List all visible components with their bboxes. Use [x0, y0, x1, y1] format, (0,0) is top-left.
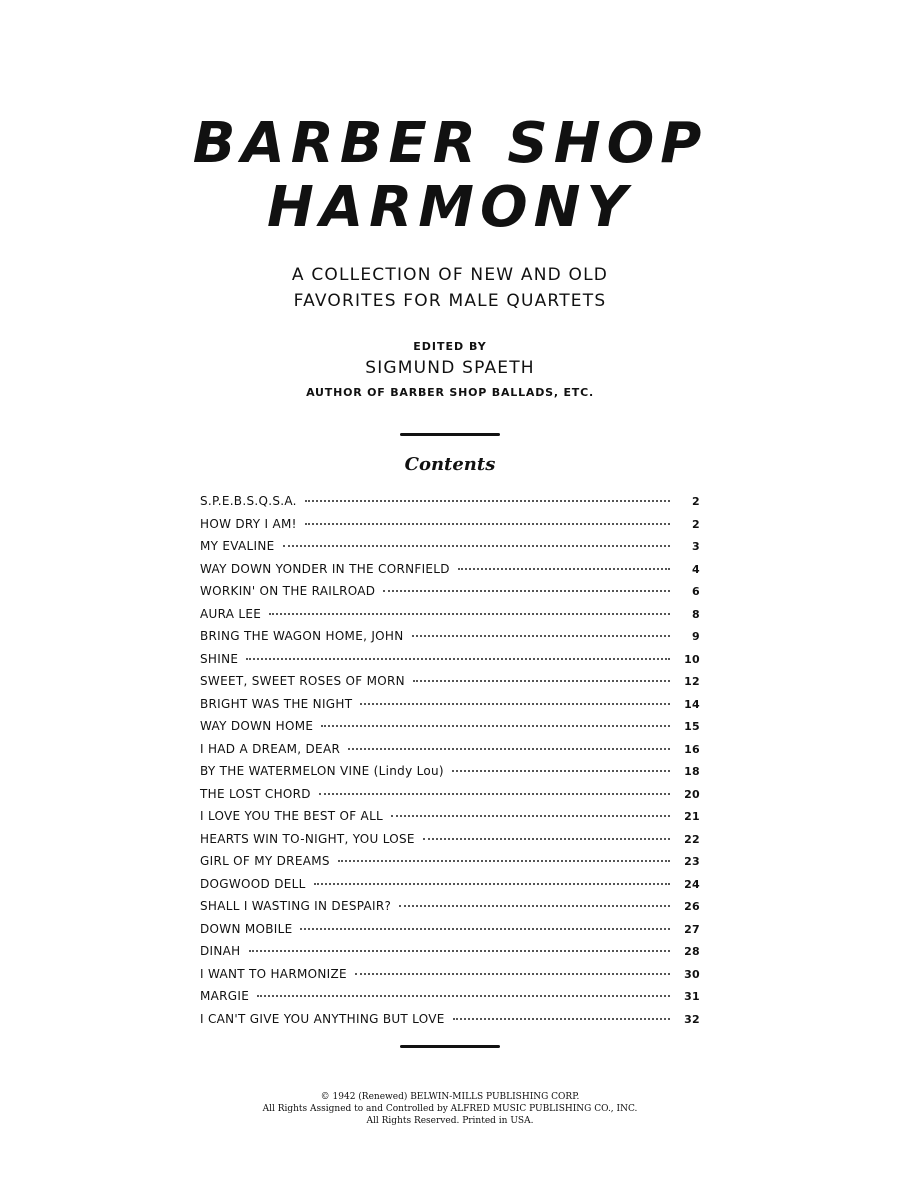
toc-entry — [200, 764, 700, 787]
toc-leader-dots — [412, 635, 670, 637]
toc-entry-title: SHALL I WASTING IN DESPAIR? — [200, 899, 392, 913]
copyright-line-1: © 1942 (Renewed) BELWIN-MILLS PUBLISHING CORP. — [320, 1092, 580, 1102]
toc-entry-page: 2 — [692, 495, 700, 508]
toc-leader-dots — [391, 815, 670, 817]
copyright-line-2: All Rights Assigned to and Controlled by ALFRED MUSIC PUBLISHING CO., INC. — [262, 1104, 638, 1114]
main-title-line-1: BARBER SHOP — [192, 111, 708, 176]
toc-leader-dots — [348, 748, 670, 750]
toc-entry-page: 3 — [692, 540, 700, 553]
toc-entry — [200, 719, 700, 742]
toc-leader-dots — [321, 725, 670, 727]
contents-heading: Contents — [404, 454, 496, 475]
toc-entry-page: 8 — [692, 607, 700, 621]
toc-entry-title: MY EVALINE — [200, 539, 275, 553]
toc-entry-title: SWEET, SWEET ROSES OF MORN — [200, 674, 405, 688]
toc-entry-title: I CAN'T GIVE YOU ANYTHING BUT LOVE — [200, 1011, 445, 1026]
toc-entry — [200, 697, 700, 720]
divider-rule-top — [400, 433, 500, 436]
toc-leader-dots — [453, 1018, 670, 1020]
toc-entry — [200, 562, 700, 585]
toc-entry — [200, 877, 700, 900]
toc-entry-title: AURA LEE — [200, 606, 262, 621]
toc-entry — [200, 517, 700, 540]
editor-name: SIGMUND SPAETH — [365, 358, 535, 378]
editor-credit: AUTHOR OF BARBER SHOP BALLADS, ETC. — [306, 386, 594, 399]
toc-entry-title: WAY DOWN YONDER IN THE CORNFIELD — [200, 561, 450, 576]
toc-entry-page: 18 — [684, 765, 700, 778]
toc-leader-dots — [305, 523, 670, 525]
toc-entry — [200, 809, 700, 832]
toc-entry-page: 30 — [684, 967, 700, 981]
toc-leader-dots — [314, 883, 670, 885]
toc-entry-title: WAY DOWN HOME — [200, 719, 314, 733]
toc-leader-dots — [360, 703, 670, 705]
toc-leader-dots — [458, 568, 670, 570]
toc-entry-page: 14 — [684, 697, 700, 711]
toc-entry-page: 31 — [684, 990, 700, 1003]
toc-entry-title: HEARTS WIN TO-NIGHT, YOU LOSE — [200, 831, 415, 846]
toc-entry-title: GIRL OF MY DREAMS — [200, 854, 330, 868]
toc-entry — [200, 539, 700, 562]
toc-entry — [200, 967, 700, 990]
toc-entry — [200, 1012, 700, 1035]
toc-entry — [200, 742, 700, 765]
toc-entry — [200, 652, 700, 675]
subtitle-line-2: FAVORITES FOR MALE QUARTETS — [293, 291, 607, 311]
toc-leader-dots — [319, 793, 670, 795]
toc-entry — [200, 832, 700, 855]
toc-entry-title: BRING THE WAGON HOME, JOHN — [200, 629, 404, 643]
toc-leader-dots — [269, 613, 670, 615]
toc-entry — [200, 607, 700, 630]
toc-entry-page: 20 — [684, 787, 700, 801]
toc-leader-dots — [249, 950, 671, 952]
toc-entry — [200, 989, 700, 1012]
toc-entry-title: WORKIN' ON THE RAILROAD — [200, 584, 376, 598]
toc-entry-page: 21 — [684, 810, 700, 823]
subtitle-line-1: A COLLECTION OF NEW AND OLD — [291, 265, 609, 285]
toc-entry-page: 27 — [684, 922, 700, 936]
toc-entry-page: 4 — [692, 562, 700, 576]
toc-entry-page: 22 — [684, 832, 700, 846]
toc-entry — [200, 629, 700, 652]
toc-entry-title: DINAH — [200, 944, 241, 958]
table-of-contents — [200, 494, 700, 1034]
toc-entry-page: 23 — [684, 855, 700, 868]
toc-entry-page: 6 — [692, 585, 700, 598]
edited-by-label: EDITED BY — [413, 340, 487, 353]
toc-entry-page: 32 — [684, 1012, 700, 1026]
toc-entry — [200, 944, 700, 967]
toc-entry-title: HOW DRY I AM! — [200, 516, 297, 531]
toc-leader-dots — [283, 545, 670, 547]
toc-entry — [200, 787, 700, 810]
toc-entry-title: THE LOST CHORD — [200, 786, 311, 801]
toc-leader-dots — [383, 590, 670, 592]
toc-entry — [200, 494, 700, 517]
toc-entry-title: S.P.E.B.S.Q.S.A. — [200, 494, 297, 508]
toc-leader-dots — [300, 928, 670, 930]
toc-entry-page: 16 — [684, 742, 700, 756]
toc-entry-title: MARGIE — [200, 989, 250, 1003]
toc-leader-dots — [305, 500, 670, 502]
copyright-line-3: All Rights Reserved. Printed in USA. — [366, 1116, 534, 1126]
toc-entry-title: BRIGHT WAS THE NIGHT — [200, 696, 353, 711]
toc-entry-page: 15 — [684, 720, 700, 733]
toc-entry-page: 10 — [684, 652, 700, 666]
toc-entry-page: 26 — [684, 900, 700, 913]
toc-leader-dots — [338, 860, 670, 862]
toc-entry — [200, 899, 700, 922]
main-title-line-2: HARMONY — [266, 175, 634, 240]
toc-entry — [200, 674, 700, 697]
toc-entry-title: DOWN MOBILE — [200, 921, 293, 936]
toc-entry — [200, 922, 700, 945]
toc-entry-title: I WANT TO HARMONIZE — [200, 966, 347, 981]
toc-entry-title: BY THE WATERMELON VINE (Lindy Lou) — [200, 764, 444, 778]
toc-entry-title: I HAD A DREAM, DEAR — [200, 741, 341, 756]
toc-leader-dots — [257, 995, 670, 997]
toc-entry — [200, 584, 700, 607]
toc-entry-page: 12 — [684, 675, 700, 688]
toc-entry-title: SHINE — [200, 651, 239, 666]
toc-leader-dots — [452, 770, 670, 772]
toc-leader-dots — [246, 658, 670, 660]
toc-entry-page: 9 — [692, 630, 700, 643]
toc-entry-title: DOGWOOD DELL — [200, 876, 306, 891]
toc-entry-page: 2 — [692, 517, 700, 531]
toc-entry — [200, 854, 700, 877]
toc-leader-dots — [399, 905, 670, 907]
toc-leader-dots — [423, 838, 670, 840]
toc-entry-title: I LOVE YOU THE BEST OF ALL — [200, 809, 384, 823]
copyright-notice — [0, 1091, 900, 1127]
toc-entry-page: 28 — [684, 945, 700, 958]
subtitle — [0, 262, 900, 314]
toc-leader-dots — [355, 973, 670, 975]
divider-rule-bottom — [400, 1045, 500, 1048]
toc-leader-dots — [413, 680, 670, 682]
toc-entry-page: 24 — [684, 877, 700, 891]
